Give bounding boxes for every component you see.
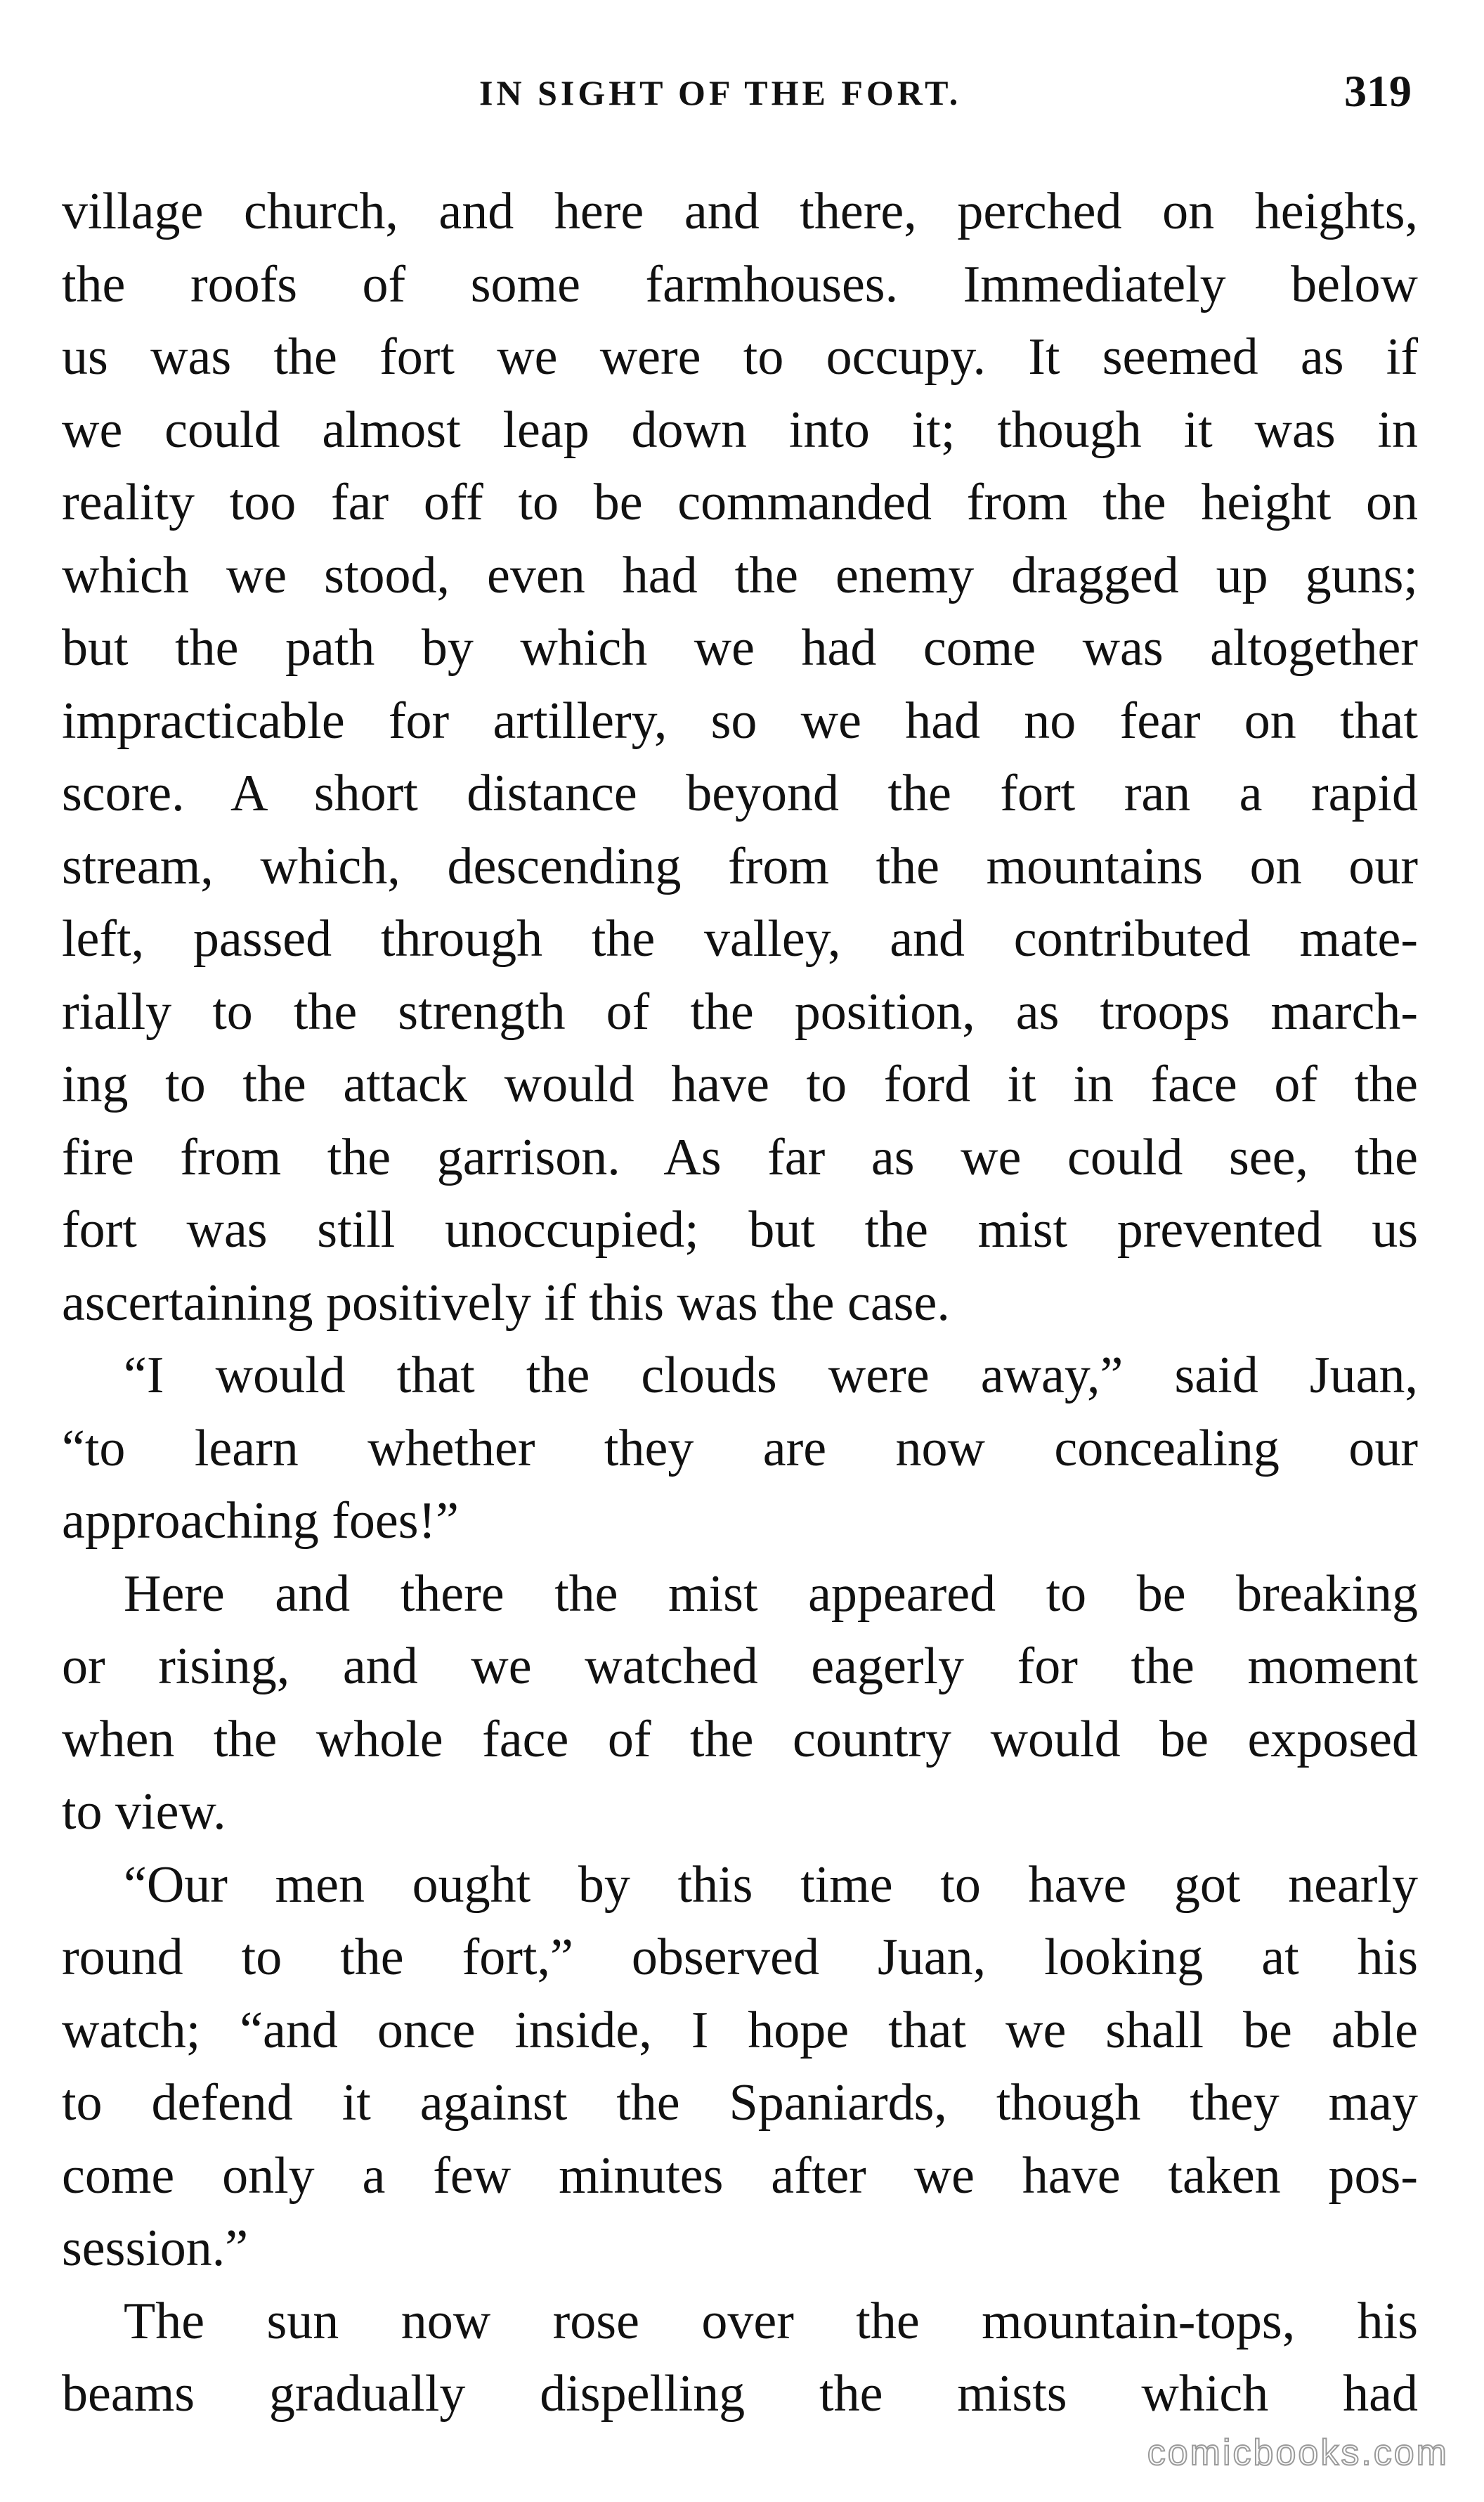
body-text	[62, 176, 1418, 2431]
text-line: to view.	[62, 1783, 226, 1841]
text-line: session.”	[62, 2219, 249, 2277]
text-line: but the path by which we had come was altogether	[62, 619, 1418, 677]
running-head	[0, 66, 1484, 129]
text-line: left, passed through the valley, and contributed mate-	[62, 910, 1418, 968]
text-line: we could almost leap down into it; though it was in	[62, 401, 1418, 459]
text-line: “Our men ought by this time to have got nearly	[124, 1855, 1418, 1914]
text-line: impracticable for artillery, so we had no fear on that	[62, 692, 1418, 750]
text-line: when the whole face of the country would be exposed	[62, 1710, 1418, 1768]
text-line: score. A short distance beyond the fort ran a rapid	[62, 765, 1418, 822]
text-line: to defend it against the Spaniards, though they may	[62, 2074, 1418, 2132]
site-watermark: comicbooks.com	[1147, 2432, 1449, 2473]
text-line: come only a few minutes after we have taken pos-	[62, 2146, 1418, 2205]
text-line: stream, which, descending from the mountains on our	[62, 837, 1418, 895]
text-line: approaching foes!”	[62, 1492, 460, 1550]
text-line: “to learn whether they are now concealing our	[62, 1419, 1418, 1477]
text-line: beams gradually dispelling the mists which had	[62, 2365, 1418, 2423]
text-line: fort was still unoccupied; but the mist prevented us	[62, 1201, 1418, 1259]
text-line: or rising, and we watched eagerly for the moment	[62, 1638, 1418, 1695]
text-line: village church, and here and there, perched on heights,	[62, 183, 1418, 240]
page-number: 319	[1344, 66, 1412, 116]
text-line: which we stood, even had the enemy dragged up guns;	[62, 546, 1418, 604]
text-line: fire from the garrison. As far as we could see, the	[62, 1128, 1418, 1186]
text-line: ing to the attack would have to ford it in face of the	[62, 1056, 1418, 1113]
text-line: the roofs of some farmhouses. Immediately below	[62, 255, 1418, 313]
text-line: ascertaining positively if this was the case.	[62, 1273, 950, 1332]
running-title: IN SIGHT OF THE FORT.	[479, 73, 962, 112]
text-line: watch; “and once inside, I hope that we shall be able	[62, 2001, 1418, 2059]
text-line: The sun now rose over the mountain-tops, his	[124, 2292, 1418, 2350]
text-line: reality too far off to be commanded from the height on	[62, 474, 1418, 531]
text-line: rially to the strength of the position, as troops march-	[62, 983, 1418, 1041]
text-line: Here and there the mist appeared to be breaking	[124, 1564, 1418, 1623]
text-line: “I would that the clouds were away,” said Juan,	[124, 1347, 1418, 1404]
text-line: us was the fort we were to occupy. It seemed as if	[62, 328, 1418, 386]
text-line: round to the fort,” observed Juan, looking at his	[62, 1929, 1418, 1986]
